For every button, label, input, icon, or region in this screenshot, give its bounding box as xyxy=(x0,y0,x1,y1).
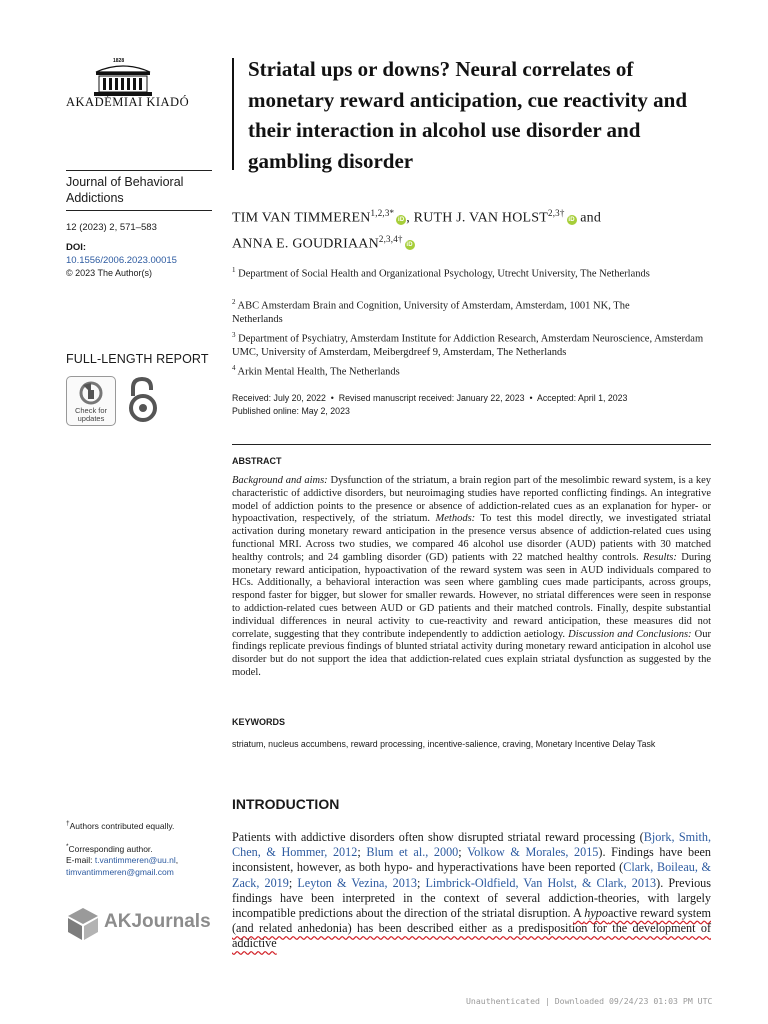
doi-link[interactable]: 10.1556/2006.2023.00015 xyxy=(66,255,177,266)
annotated-sentence: A hypoactive reward system (and related anhedonia) has been described either as a predisposition for the development of addictive xyxy=(232,906,711,951)
check-updates-label: Check for updates xyxy=(74,406,108,423)
abstract-heading: ABSTRACT xyxy=(232,456,282,466)
affiliation-2: $^2$ ABC Amsterdam Brain and Cognition, University of Amsterdam, Amsterdam, 1001 NK, The Netherlands xyxy=(232,298,630,325)
affiliation-1: $^1$ Department of Social Health and Organizational Psychology, Utrecht University, The Netherlands xyxy=(232,266,650,280)
orcid-icon[interactable]: iD xyxy=(398,216,405,223)
intro-heading: INTRODUCTION xyxy=(232,796,340,812)
copyright: © 2023 The Author(s) xyxy=(66,268,153,278)
footnote-email: E-mail: t.vantimmeren@uu.nl, xyxy=(66,855,179,865)
orcid-icon[interactable]: iD xyxy=(568,216,575,223)
citation-link[interactable]: Bjork, Smith, Chen, & Hommer, 2012 xyxy=(232,830,711,860)
publisher-year: 1828 xyxy=(113,58,125,64)
doi-label: DOI: xyxy=(66,242,87,253)
email-link-1[interactable]: t.vantimmeren@uu.nl xyxy=(94,855,176,865)
article-dates: Received: July 20, 2022 • Revised manuscript received: January 22, 2023 • Accepted: April 1, 2023 Published online: May 2, 2023 xyxy=(232,393,628,416)
authors-conjunction: and xyxy=(580,210,602,226)
abstract-body: Background and aims: Dysfunction of the striatum, a brain region part of the mesolimbic reward system, is a key characteristic of addictive disorders, but neuroimaging studies have reported conflicting findings. An integrative model of addiction points to the presence or absence of addiction-related cues as an explanation for hyper- or hypoactivation, respectively, of the striatum. Methods: To test this model directly, we investigated striatal activation during monetary reward anticipation in the presence versus absence of addiction-related cues using functional MRI. Across two studies, we compared 46 alcohol use disorder (AUD) patients with 30 matched healthy controls; and 24 gambling disorder (GD) patients with 22 matched healthy controls. Results: During monetary reward anticipation, hypoactivation of the reward system was seen in AUD individuals compared to HCs. Additionally, a behavioral interaction was seen where gambling cues made participants, across groups, respond faster for bigger, but slower for smaller rewards. However, no striatal differences were seen in response to addiction-related cues between AUD or GD patients and their matched controls. Finally, despite substantial individual differences in neural activity to cue-reactivity and reward anticipation, these measures did not correlate, suggesting that they contribute independently to addiction aetiology. Discussion and Conclusions: Our findings replicate previous findings of blunted striatal activity during monetary reward anticipation in alcohol use disorder but do not support the idea that addiction-related cues explain striatal dysfunction as suggested by the model. xyxy=(232,475,711,678)
orcid-icon[interactable]: iD xyxy=(406,242,413,249)
abstract-divider xyxy=(232,444,711,445)
keywords-list: striatum, nucleus accumbens, reward processing, incentive-salience, craving, Monetary Incentive Delay Task xyxy=(232,739,656,749)
citation-link[interactable]: Blum et al., 2000 xyxy=(366,845,459,860)
journal-divider xyxy=(66,210,212,211)
affiliation-3: $^3$ Department of Psychiatry, Amsterdam Institute for Addiction Research, Amsterdam Neuroscience, Amsterdam UMC, University of Amsterdam, Meibergdreef 9, Amsterdam, The Netherlands xyxy=(232,331,704,358)
publisher-logo xyxy=(88,58,158,98)
article-title: Striatal ups or downs? Neural correlates of monetary reward anticipation, cue reactivity and their interaction in alcohol use disorder and gambling disorder xyxy=(248,57,688,173)
publisher-name: AKADÉMIAI KIADÓ xyxy=(66,95,190,109)
journal-citation: 12 (2023) 2, 571–583 xyxy=(66,222,157,233)
article-type: FULL-LENGTH REPORT xyxy=(66,352,209,366)
academy-building-icon xyxy=(88,58,158,98)
footnote-corresponding: *Corresponding author. xyxy=(66,843,153,854)
affiliation-4: $^4$ Arkin Mental Health, The Netherlands xyxy=(232,364,400,378)
check-updates-badge[interactable] xyxy=(66,376,116,426)
title-accent-bar xyxy=(232,58,234,170)
download-note: Unauthenticated | Downloaded 09/24/23 01:03 PM UTC xyxy=(466,996,713,1006)
citation-link[interactable]: Volkow & Morales, 2015 xyxy=(467,845,599,860)
check-updates-icon xyxy=(67,379,115,409)
citation-link[interactable]: Clark, Boileau, & Zack, 2019 xyxy=(232,860,712,890)
author-2: RUTH J. VAN HOLST xyxy=(413,210,548,226)
cube-icon xyxy=(66,906,100,942)
author-1: TIM VAN TIMMEREN xyxy=(232,210,371,226)
journal-name: Journal of Behavioral Addictions xyxy=(66,175,184,205)
akjournals-brand: AKJournals xyxy=(104,911,211,932)
email-link-2[interactable]: timvantimmeren@gmail.com xyxy=(66,867,174,877)
keywords-heading: KEYWORDS xyxy=(232,717,286,727)
author-3: ANNA E. GOUDRIAAN xyxy=(232,236,379,252)
citation-link[interactable]: Leyton & Vezina, 2013 xyxy=(297,875,417,890)
sidebar-divider xyxy=(66,170,212,171)
authors: TIM VAN $TIMMEREN^{1,2,3*}iD$ , RUTH J. VAN $HOLST^{2,3\dagger}iD$ and ANNA E. $GOUDRIAAN^{2,3,4\dagger}iD$ xyxy=(232,208,602,252)
open-access-icon xyxy=(125,376,161,426)
footnote-equal: †Authors contributed equally. xyxy=(66,820,175,831)
citation-link[interactable]: Limbrick-Oldfield, Van Holst, & Clark, 2013 xyxy=(425,875,657,890)
akjournals-logo xyxy=(66,906,211,942)
intro-body: Patients with addictive disorders often show disrupted striatal reward processing (Bjork, Smith, Chen, & Hommer, 2012; Blum et al., 2000; Volkow & Morales, 2015). Findings have been inconsistent, however, as both hypo- and hyperactivations have been reported (Clark, Boileau, & Zack, 2019; Leyton & Vezina, 2013; Limbrick-Oldfield, Van Holst, & Clark, 2013). Previous findings have been interpreted in the context of several addiction-theories, with largely incompatible predictions about the direction of the striatal disruption. A hypoactive reward system (and related anhedonia) has been described either as a predisposition for the development of addictive xyxy=(232,830,712,951)
